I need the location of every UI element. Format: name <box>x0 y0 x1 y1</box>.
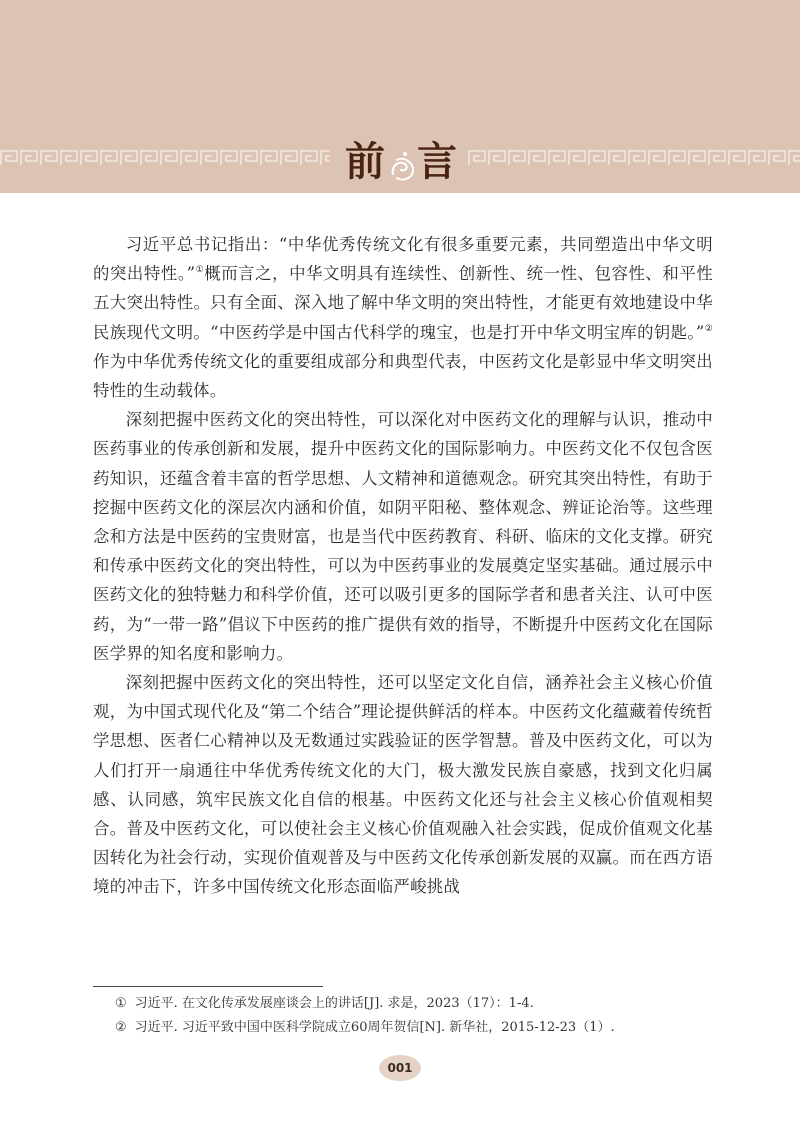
title-char-1: 前 <box>345 138 385 185</box>
paragraph-1-part-1: 习近平总书记指出：“中华优秀传统文化有很多重要元素，共同塑造出中华文明的突出特性。” <box>93 235 713 284</box>
footnote-divider <box>93 986 323 987</box>
footnote-2 <box>115 1016 735 1040</box>
paragraph-1-part-3: 作为中华优秀传统文化的重要组成部分和典型代表，中医药文化是彰显中华文明突出特性的生动载体。 <box>93 351 713 401</box>
page-title <box>335 138 465 194</box>
page-number: 001 <box>379 1055 421 1081</box>
footnote-ref-2: ② <box>704 323 713 334</box>
paragraph-3: 深刻把握中医药文化的突出特性，还可以坚定文化自信，涵养社会主义核心价值观，为中国式现代化及“第二个结合”理论提供鲜活的样本。中医药文化蕴藏着传统哲学思想、医者仁心精神以及无数通过实践验证的医学智慧。普及中医药文化，可以为人们打开一扇通往中华优秀传统文化的大门，极大激发民族自豪感，找到文化归属感、认同感，筑牢民族文化自信的根基。中医药文化还与社会主义核心价值观相契合。普及中医药文化，可以使社会主义核心价值观融入社会实践，促成价值观文化基因转化为社会行动，实现价值观普及与中医药文化传承创新发展的双赢。而在西方语境的冲击下，许多中国传统文化形态面临严峻挑战 <box>93 673 713 897</box>
footnote-1 <box>115 992 735 1016</box>
footnote-1-mark: ① <box>115 996 127 1011</box>
header-band <box>0 0 800 193</box>
paragraph-2: 深刻把握中医药文化的突出特性，可以深化对中医药文化的理解与认识，推动中医药事业的传承创新和发展，提升中医药文化的国际影响力。中医药文化不仅包含医药知识，还蕴含着丰富的哲学思想、人文精神和道德观念。研究其突出特性，有助于挖掘中医药文化的深层次内涵和价值，如阴平阳秘、整体观念、辨证论治等。这些理念和方法是中医药的宝贵财富，也是当代中医药教育、科研、临床的文化支撑。研究和传承中医药文化的突出特性，可以为中医药事业的发展奠定坚实基础。通过展示中医药文化的独特魅力和科学价值，还可以吸引更多的国际学者和患者关注、认可中医药，为“一带一路”倡议下中医药的推广提供有效的指导，不断提升中医药文化在国际医学界的知名度和影响力。 <box>93 410 713 663</box>
footnote-1-text: 习近平. 在文化传承发展座谈会上的讲话[J]. 求是，2023（17）：1-4. <box>134 996 534 1011</box>
body-text <box>93 230 713 902</box>
footnote-2-mark: ② <box>115 1020 127 1035</box>
title-char-2: 言 <box>417 138 457 185</box>
paragraph-1 <box>93 230 713 405</box>
footnotes <box>115 992 735 1040</box>
fret-border-left <box>0 150 330 166</box>
footnote-ref-1: ① <box>195 265 205 276</box>
cloud-ornament-icon <box>389 148 417 184</box>
paragraph-1-part-2: 概而言之，中华文明具有连续性、创新性、统一性、包容性、和平性五大突出特性。只有全面、深入地了解中华文明的突出特性，才能更有效地建设中华民族现代文明。“中医药学是中国古代科学的瑰宝，也是打开中华文明宝库的钥匙。” <box>93 264 714 342</box>
fret-border-right <box>468 150 800 166</box>
footnote-2-text: 习近平. 习近平致中国中医科学院成立60周年贺信[N]. 新华社，2015-12-23（1）. <box>134 1020 615 1035</box>
